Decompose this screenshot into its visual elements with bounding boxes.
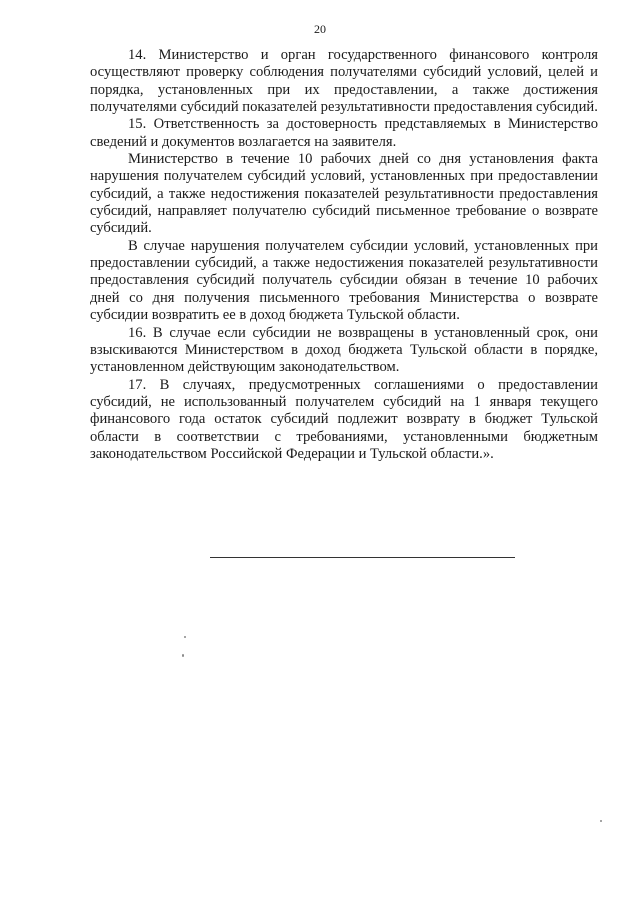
paragraph-14: 14. Министерство и орган государственного финансового контроля осуществляют проверку соблюдения получателями субсидий условий, целей и порядка, установленных при их предоставлении, а также достижения получателями субсидий показателей результативности предоставления субсидий. (90, 47, 598, 116)
scan-speck (182, 654, 184, 657)
scan-speck (600, 820, 602, 822)
paragraph-17: 17. В случаях, предусмотренных соглашениями о предоставлении субсидий, не использованный получателем субсидий на 1 января текущего финансового года остаток субсидий подлежит возврату в бюджет Тульской области в соответствии с требованиями, установленными бюджетным законодательством Российской Федерации и Тульской области.». (90, 376, 598, 462)
page-number: 20 (314, 22, 326, 36)
paragraph-16: 16. В случае если субсидии не возвращены в установленный срок, они взыскиваются Министерством в доход бюджета Тульской области в порядке, установленном действующим законодательством. (90, 324, 598, 376)
paragraph-15: 15. Ответственность за достоверность представляемых в Министерство сведений и документов возлагается на заявителя. (90, 116, 598, 150)
paragraph-15-notice: Министерство в течение 10 рабочих дней со дня установления факта нарушения получателем субсидий условий, установленных при предоставлении субсидий, а также недостижения показателей результативности предоставления субсидий, направляет получателю субсидий письменное требование о возврате субсидий. (90, 151, 598, 237)
closing-divider-line (210, 557, 515, 558)
paragraph-15-refund: В случае нарушения получателем субсидии условий, установленных при предоставлении субсидий, а также недостижения показателей результативности предоставления субсидий получатель субсидии обязан в течение 10 рабочих дней со дня получения письменного требования Министерства о возврате субсидии возвратить ее в доход бюджета Тульской области. (90, 237, 598, 324)
document-body (90, 47, 598, 463)
scan-speck (184, 636, 186, 638)
